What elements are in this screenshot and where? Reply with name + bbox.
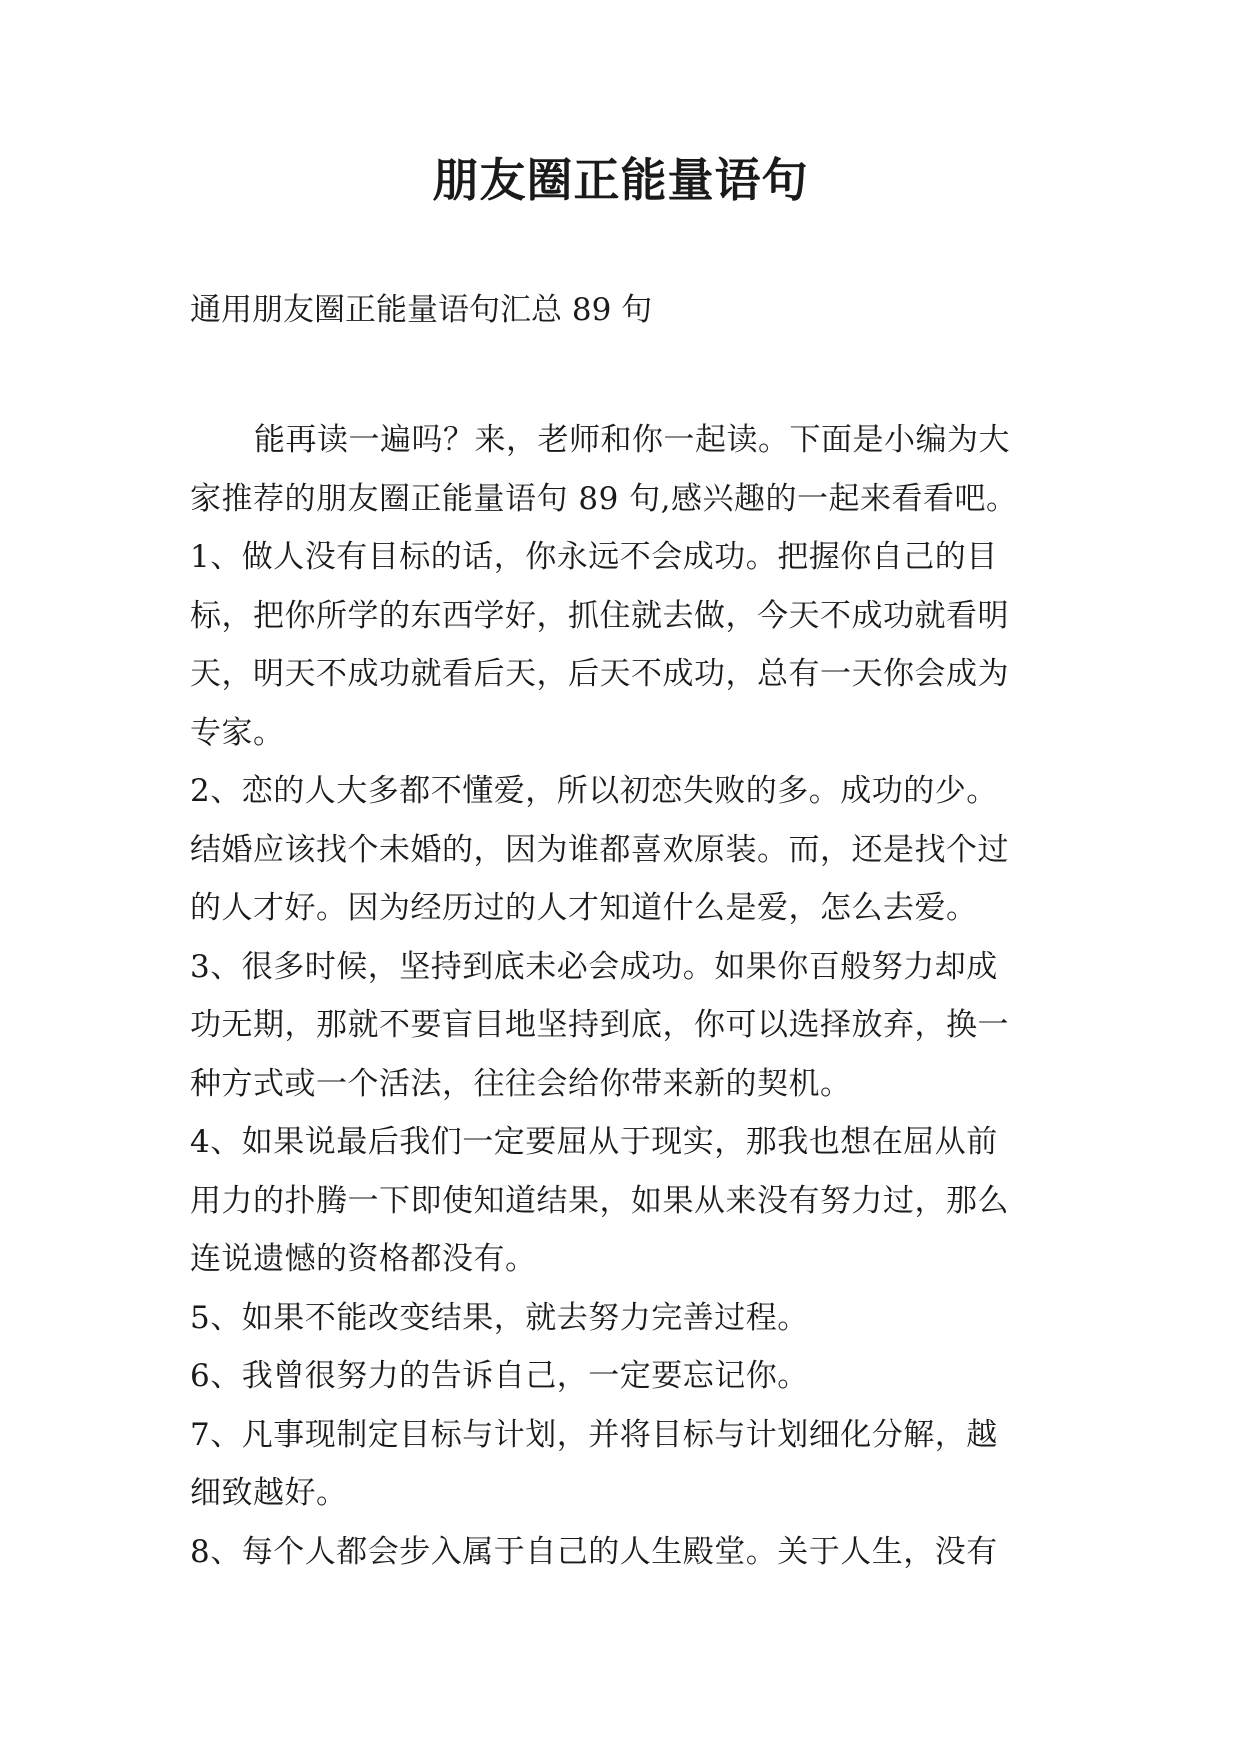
body-line: 天，明天不成功就看后天，后天不成功，总有一天你会成为 <box>190 656 1009 692</box>
body-line: 用力的扑腾一下即使知道结果，如果从来没有努力过，那么 <box>190 1182 1009 1219</box>
body-line: 细致越好。 <box>190 1475 348 1511</box>
body-line: 家推荐的朋友圈正能量语句 89 句,感兴趣的一起来看看吧。 <box>190 480 1018 517</box>
body-line: 8、每个人都会步入属于自己的人生殿堂。关于人生，没有 <box>190 1533 998 1570</box>
body-line: 5、如果不能改变结果，就去努力完善过程。 <box>190 1299 809 1336</box>
body-line: 种方式或一个活法，往往会给你带来新的契机。 <box>190 1065 852 1102</box>
body-line: 专家。 <box>190 714 285 751</box>
body-line: 连说遗憾的资格都没有。 <box>190 1241 537 1277</box>
body-line: 结婚应该找个未婚的，因为谁都喜欢原装。而，还是找个过 <box>190 831 1009 868</box>
body-line: 4、如果说最后我们一定要屈从于现实，那我也想在屈从前 <box>190 1124 998 1160</box>
document-title: 朋友圈正能量语句 <box>432 153 809 207</box>
body-line: 功无期，那就不要盲目地坚持到底，你可以选择放弃，换一 <box>190 1007 1009 1043</box>
body-line: 标，把你所学的东西学好，抓住就去做，今天不成功就看明 <box>190 597 1009 634</box>
body-line: 2、恋的人大多都不懂爱，所以初恋失败的多。成功的少。 <box>190 773 998 809</box>
body-line: 能再读一遍吗？来，老师和你一起读。下面是小编为大 <box>254 422 1010 458</box>
document-subtitle: 通用朋友圈正能量语句汇总 89 句 <box>190 292 653 328</box>
document-body <box>190 411 1050 1581</box>
body-line: 6、我曾很努力的告诉自己，一定要忘记你。 <box>190 1358 809 1394</box>
body-line: 3、很多时候，坚持到底未必会成功。如果你百般努力却成 <box>190 948 998 985</box>
body-line: 7、凡事现制定目标与计划，并将目标与计划细化分解，越 <box>190 1416 998 1453</box>
body-line: 1、做人没有目标的话，你永远不会成功。把握你自己的目 <box>190 539 998 575</box>
body-line: 的人才好。因为经历过的人才知道什么是爱，怎么去爱。 <box>190 890 978 926</box>
